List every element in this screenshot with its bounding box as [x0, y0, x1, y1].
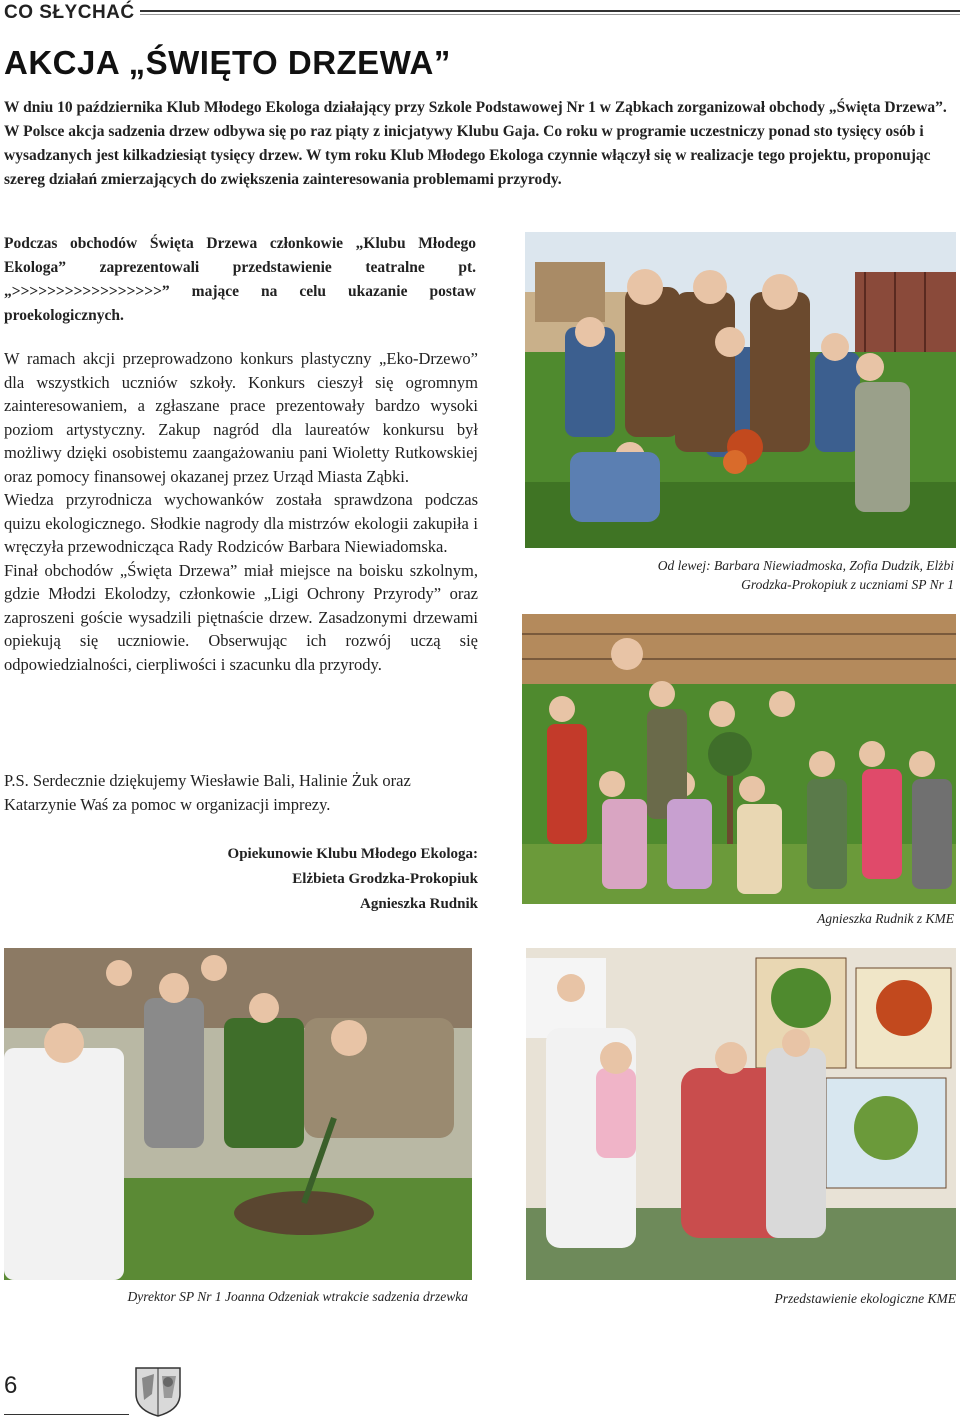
body-paragraph: W ramach akcji przeprowadzono konkurs plastyczny „Eko-Drzewo” dla wszystkich uczniów szkoły. Konkurs cieszył się ogromnym zainteresowaniem, a zgłaszane prace prezentowały bardzo wysoki poziom artystyczny. Zakup nagród dla laureatów konkursu był możliwy dzięki osobistemu zaangażowaniu pani Wioletty Rutkowskiej oraz pomocy finansowej okazanej przez Urząd Miasta Ząbki.	[4, 349, 478, 486]
children-photo-illustration	[522, 614, 956, 904]
header-rule	[140, 10, 960, 12]
planting-photo-illustration	[4, 948, 472, 1280]
header-rule-thin	[140, 14, 960, 15]
photo-caption: Przedstawienie ekologiczne KME	[774, 1291, 956, 1306]
performance-photo-illustration	[526, 948, 956, 1280]
article-bold-paragraph: Podczas obchodów Święta Drzewa członkowie „Klubu Młodego Ekologa” zaprezentowali przedstawienie teatralne pt. „>>>>>>>>>>>>>>>>>” mające na celu ukazanie postaw proekologicznych.	[4, 235, 476, 324]
body-paragraph: Finał obchodów „Święta Drzewa” miał miejsce na boisku szkolnym, gdzie Młodzi Ekolodzy, członkowie „Ligi Ochrony Przyrody” oraz zaproszeni goście wysadzili piętnaście drzew. Zasadzonymi drzewami opiekują się uczniowie. Obserwując ich rozwój uczą się odpowiedzialności, cierpliwości i szacunku dla przyrody.	[4, 560, 478, 674]
photo-planting	[4, 948, 472, 1280]
section-label: CO SŁYCHAĆ	[4, 2, 135, 23]
footer-rule	[4, 1414, 129, 1415]
photo-group-outdoors	[525, 232, 956, 548]
article-title: AKCJA „ŚWIĘTO DRZEWA”	[4, 44, 451, 81]
group-photo-illustration	[525, 232, 956, 548]
article-lead: W dniu 10 października Klub Młodego Ekologa działający przy Szkole Podstawowej Nr 1 w Ząbkach zorganizował obchody „Święta Drzewa”. W Polsce akcja sadzenia drzew odbywa się po raz piąty z inicjatywy Klubu Gaja. Co roku w programie uczestniczy ponad sto tysięcy osób i wysadzanych jest kilkadziesiąt tysięcy drzew. W tym roku Klub Młodego Ekologa czynnie włączył się w realizacje tego projektu, proponując szereg działań zmierzających do zwiększenia zainteresowania problemami przyrody.	[4, 99, 947, 188]
body-paragraph: Wiedza przyrodnicza wychowanków została sprawdzona podczas quizu ekologicznego. Słodkie nagrody dla mistrzów ekologii zakupiła i wręczyła przewodnicząca Rady Rodziców Barbara Niewiadomska.	[4, 490, 478, 556]
city-crest-icon	[132, 1364, 184, 1418]
signature-block	[150, 842, 478, 917]
photo-caption: Dyrektor SP Nr 1 Joanna Odzeniak wtrakcie sadzenia drzewka	[127, 1289, 468, 1304]
photo-children-tree	[522, 614, 956, 904]
page-number: 6	[4, 1372, 18, 1399]
postscript: P.S. Serdecznie dziękujemy Wiesławie Bali, Halinie Żuk oraz Katarzynie Waś za pomoc w organizacji imprezy.	[4, 771, 411, 814]
signature-name: Elżbieta Grodzka-Prokopiuk	[292, 871, 478, 887]
photo-performance	[526, 948, 956, 1280]
signature-heading: Opiekunowie Klubu Młodego Ekologa:	[227, 846, 478, 862]
photo-caption: Agnieszka Rudnik z KME	[817, 911, 954, 926]
photo-caption: Od lewej: Barbara Niewiadmoska, Zofia Dudzik, Elżbi Grodzka-Prokopiuk z uczniami SP Nr 1	[657, 558, 954, 592]
signature-name: Agnieszka Rudnik	[360, 896, 478, 912]
article-body	[4, 347, 478, 676]
